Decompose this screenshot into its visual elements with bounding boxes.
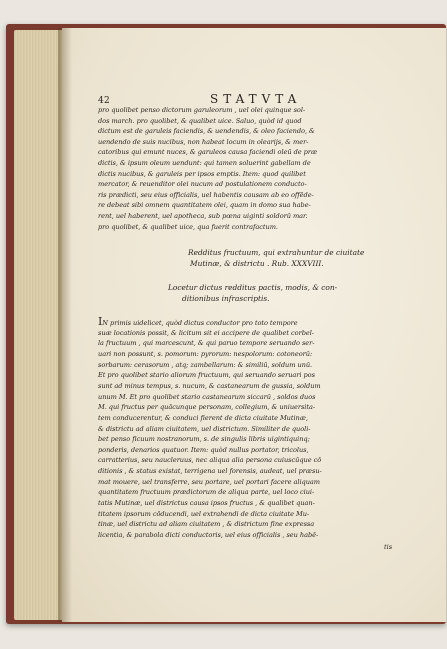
text-line: mat mouere, uel transferre, seu portare, uel portari facere aliquam bbox=[98, 477, 321, 486]
text-line: & districtu ad aliam ciuitatem, uel districtum. Similiter de quoli- bbox=[98, 424, 311, 433]
text-line: dictum est de garuleis faciendis, & uendendis, & oleo faciendo, & bbox=[98, 127, 315, 136]
rubric-line: Locetur dictus redditus pactis, modis, & con- bbox=[168, 283, 338, 292]
text-line: Et pro quolibet stario aliorum fructuum, qui seruando seruari pos bbox=[98, 371, 315, 380]
text-line: titatem ipsorum cōducendi, uel extrahendi de dicta ciuitate Mu- bbox=[98, 509, 310, 518]
text-line: quantitatem fructuum prædictorum de aliqua parte, uel loco ciui- bbox=[98, 488, 315, 497]
text-line: M. qui fructus per quācunque personam, collegium, & uniuersita- bbox=[98, 403, 316, 412]
text-line-rest: N primis uidelicet, quòd dictus conductor pro toto tempore bbox=[102, 319, 298, 327]
text-line: dictis, & ipsum oleum uendunt: qui tamen soluerint gabellam de bbox=[98, 159, 311, 167]
text-line: la fructuum , qui marcescunt, & qui paruo tempore seruando ser- bbox=[98, 339, 315, 348]
text-line: unum M. Et pro quolibet stario castanearum siccarū , soldos duos bbox=[98, 392, 316, 401]
rubric-line: Redditus fructuum, qui extrahuntur de ciuitate bbox=[188, 248, 365, 257]
text-line: pro quolibet penso dictorum garuleorum , uel olei quinque sol- bbox=[98, 106, 306, 114]
text-line: dos march. pro quolibet, & qualibet uice. Saluo, quòd id quod bbox=[98, 116, 302, 125]
text-line: tatis Mutinæ, uel districtus causa ipsos fructus , & qualibet quan- bbox=[98, 499, 315, 508]
text-line: uendendo de suis nucibus, non habeat locum in olearijs, & mer- bbox=[98, 137, 309, 146]
text-line: ponderis, denarios quatuor. Item: quòd nullus portator, tricolus, bbox=[98, 445, 309, 454]
text-line: licentia, & parabola dicti conductoris, uel eius officialis , seu habē- bbox=[98, 531, 319, 539]
page-edges bbox=[14, 30, 62, 620]
text-line: rent, uel haberent, uel apotheca, sub pœna uiginti soldorū mar. bbox=[98, 212, 308, 220]
text-line: uari non possunt, s. pomorum: pyrorum: nespolorum: cotoneorū: bbox=[98, 349, 313, 358]
text-block bbox=[98, 0, 398, 649]
catchword: tis bbox=[384, 543, 393, 551]
running-head: STATVTA bbox=[210, 92, 302, 106]
text-line: carratterius, seu naucleruus, nec aliqua alia persona cuiuscūque cō bbox=[98, 456, 322, 465]
text-line: suæ locationis possit, & licitum sit ei accipere de qualibet corbel- bbox=[98, 328, 314, 337]
spine-shadow bbox=[58, 28, 72, 622]
text-line: catoribus qui emunt nuces, & garuleos causa faciendi oleū de præ bbox=[98, 148, 318, 157]
text-line: sorbarum: cerasorum , atq; zambellarum: & similiū, soldum unū. bbox=[98, 360, 313, 369]
text-line: bet penso ficuum nostranorum, s. de singulis libris uigintiquinq; bbox=[98, 435, 310, 444]
text-line: tem conducerentur, & conduci fierent de dicta ciuitate Mutinæ, bbox=[98, 413, 308, 422]
folio-number: 42 bbox=[98, 96, 111, 106]
text-line: ris prædicti, seu eius officialis, uel habentis causam ab eo offēde- bbox=[98, 190, 314, 199]
text-line bbox=[98, 315, 298, 328]
text-line: sunt ad minus tempus, s. nucum, & castanearum de gussia, soldum bbox=[98, 381, 321, 390]
text-line: tinæ, uel districtu ad aliam ciuitatem , & districtum fine expressa bbox=[98, 520, 315, 529]
rubric-line: ditionibus infrascriptis. bbox=[182, 294, 270, 303]
text-line: pro quolibet, & qualibet uice, qua fuerit contrafactum. bbox=[98, 222, 278, 231]
text-line: ditionis , & status existat, terrigena uel forensis, audeat, uel præsu- bbox=[98, 467, 322, 476]
drop-capital: I bbox=[98, 315, 103, 328]
text-line: mercator, & reuenditor olei nucum ad postulationem conducto- bbox=[98, 180, 307, 189]
text-line: re debeat sibi omnem quantitatem olei, quam in domo sua habe- bbox=[98, 201, 311, 210]
rubric-line: Mutinæ, & districtu . Rub. XXXVIII. bbox=[190, 259, 324, 268]
text-line: dictis nucibus, & garuleis per ipsos emptis. Item: quod quilibet bbox=[98, 169, 306, 178]
